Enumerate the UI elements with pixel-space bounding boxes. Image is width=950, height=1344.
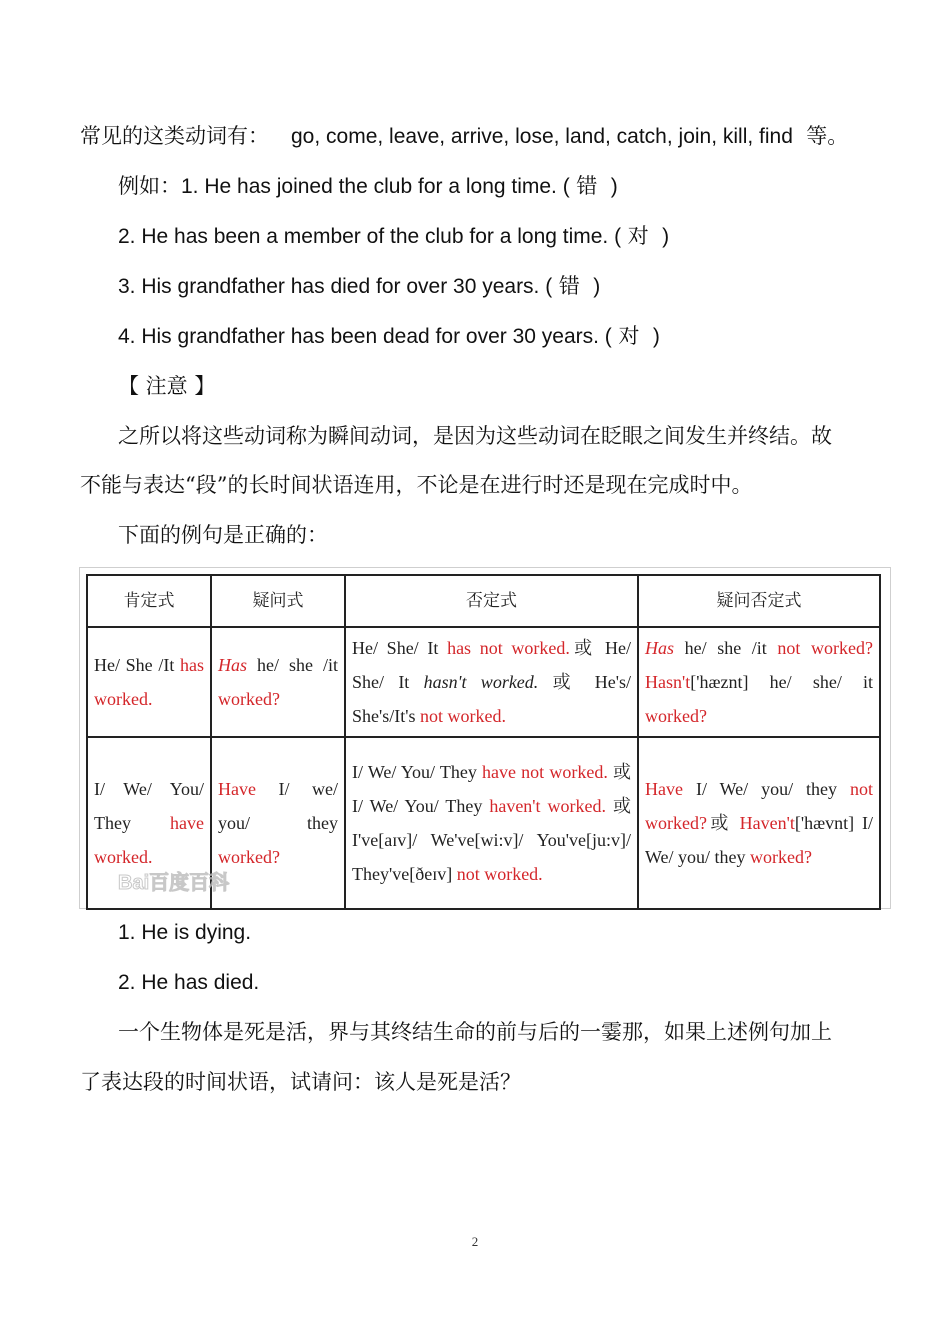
- tense-table: [86, 574, 881, 910]
- cell-text-highlight: Haven't: [739, 813, 795, 833]
- cell-text-highlight: worked?: [218, 689, 280, 709]
- cell-text: I/ We/ You/ They: [352, 762, 483, 782]
- example-prefix: 例如：: [118, 174, 181, 198]
- cell-affirmative: [87, 627, 211, 737]
- paragraph-2-line-2: 了表达段的时间状语，试请问：该人是死是活？: [80, 1070, 521, 1094]
- example-4-text: 4. His grandfather has been dead for over 30 years. (: [118, 325, 612, 348]
- cell-text-highlight: have worked.: [94, 813, 204, 867]
- cell-text-highlight: has not worked.: [447, 638, 570, 658]
- cell-negative-interrogative: [638, 737, 880, 909]
- cell-interrogative: [211, 627, 345, 737]
- cell-text-highlight: Has: [645, 638, 675, 658]
- table-intro: 下面的例句是正确的：: [118, 523, 328, 547]
- common-verbs-list: go, come, leave, arrive, lose, land, catch, join, kill, find: [291, 125, 793, 148]
- sentence-1: 1. He is dying.: [118, 921, 252, 944]
- close-paren: ): [662, 225, 670, 248]
- cell-text-highlight: worked?: [750, 847, 813, 867]
- cell-text-highlight: Hasn't: [645, 672, 691, 692]
- cell-text: ['hævnt] I/ We/ you/ they: [645, 813, 874, 867]
- example-2-text: 2. He has been a member of the club for a long time. (: [118, 225, 622, 248]
- example-1-text: 1. He has joined the club for a long time. (: [181, 175, 570, 198]
- cell-text: 或: [706, 813, 740, 833]
- cell-text: he/ she /it: [674, 638, 778, 658]
- cell-text-highlight: Have: [645, 779, 683, 799]
- cell-text-highlight: haven't worked.: [489, 796, 607, 816]
- table-header-row: [87, 575, 880, 627]
- cell-text: He/ She/ It: [352, 638, 448, 658]
- example-3: [118, 272, 600, 301]
- example-1-mark: 错: [576, 174, 598, 198]
- example-3-text: 3. His grandfather has died for over 30 years. (: [118, 275, 553, 298]
- cell-text-highlight: Has: [218, 655, 248, 675]
- example-4: [118, 322, 660, 351]
- cell-text: ['hæznt] he/ she/ it: [690, 672, 873, 692]
- cell-text-highlight: Have: [218, 779, 256, 799]
- tense-table-image: [79, 567, 891, 909]
- close-paren: ): [610, 175, 618, 198]
- paragraph-2-line-1: 一个生物体是死是活，界与其终结生命的前与后的一霎那，如果上述例句加上: [118, 1020, 832, 1044]
- cell-text-highlight: not worked?: [777, 638, 873, 658]
- cell-text: 或 I've[aɪv]/ We've[wi:v]/ You've[ju:v]/ They've[ðeɪv]: [352, 796, 631, 884]
- header-negative: 否定式: [345, 575, 638, 627]
- cell-text: 或 He's/ She's/It's: [352, 672, 631, 726]
- cell-text: he/ she /it: [247, 655, 338, 675]
- cell-text: I/ We/ you/ they: [682, 779, 850, 799]
- baidu-watermark: Bai百度百科: [118, 872, 230, 894]
- cell-negative: [345, 627, 638, 737]
- cell-negative-interrogative: [638, 627, 880, 737]
- cell-text-highlight: not worked?: [645, 779, 873, 833]
- example-4-mark: 对: [618, 324, 640, 348]
- paragraph-1-line-1: 之所以将这些动词称为瞬间动词，是因为这些动词在眨眼之间发生并终结。故: [118, 424, 832, 448]
- cell-text-highlight: worked?: [218, 847, 280, 867]
- cell-text-highlight: not worked.: [420, 706, 506, 726]
- sentence-2: 2. He has died.: [118, 971, 260, 994]
- common-verbs-label: 常见的这类动词有：: [80, 124, 269, 148]
- cell-negative: [345, 737, 638, 909]
- example-2-mark: 对: [627, 224, 649, 248]
- cell-text: He/ She /It: [94, 655, 180, 675]
- common-verbs-line: [80, 122, 848, 151]
- cell-text-highlight: has worked.: [94, 655, 204, 709]
- paragraph-1-line-2: 不能与表达“段”的长时间状语连用，不论是在进行时还是现在完成时中。: [80, 473, 753, 497]
- example-3-mark: 错: [558, 274, 580, 298]
- page-number: 2: [471, 1234, 479, 1249]
- cell-interrogative: [211, 737, 345, 909]
- close-paren: ): [593, 275, 601, 298]
- cell-text-highlight: worked?: [645, 706, 707, 726]
- common-verbs-end: 等。: [806, 124, 849, 148]
- table-row-third-person: [87, 627, 880, 737]
- cell-text-highlight: not worked.: [456, 864, 543, 884]
- example-2: [118, 222, 669, 251]
- header-affirmative: 肯定式: [87, 575, 211, 627]
- cell-text: I/ we/ you/ they: [218, 779, 338, 833]
- cell-text: 或 He/ She/ It: [352, 638, 631, 692]
- example-1: [118, 172, 618, 201]
- header-negative-interrogative: 疑问否定式: [638, 575, 880, 627]
- cell-text: 或 I/ We/ You/ They: [352, 762, 632, 816]
- cell-text: I/ We/ You/ They: [94, 779, 204, 833]
- close-paren: ): [652, 325, 660, 348]
- header-interrogative: 疑问式: [211, 575, 345, 627]
- cell-text-italic: hasn't worked.: [423, 672, 539, 692]
- cell-text-highlight: have not worked.: [482, 762, 608, 782]
- note-heading: 【 注意 】: [118, 374, 216, 398]
